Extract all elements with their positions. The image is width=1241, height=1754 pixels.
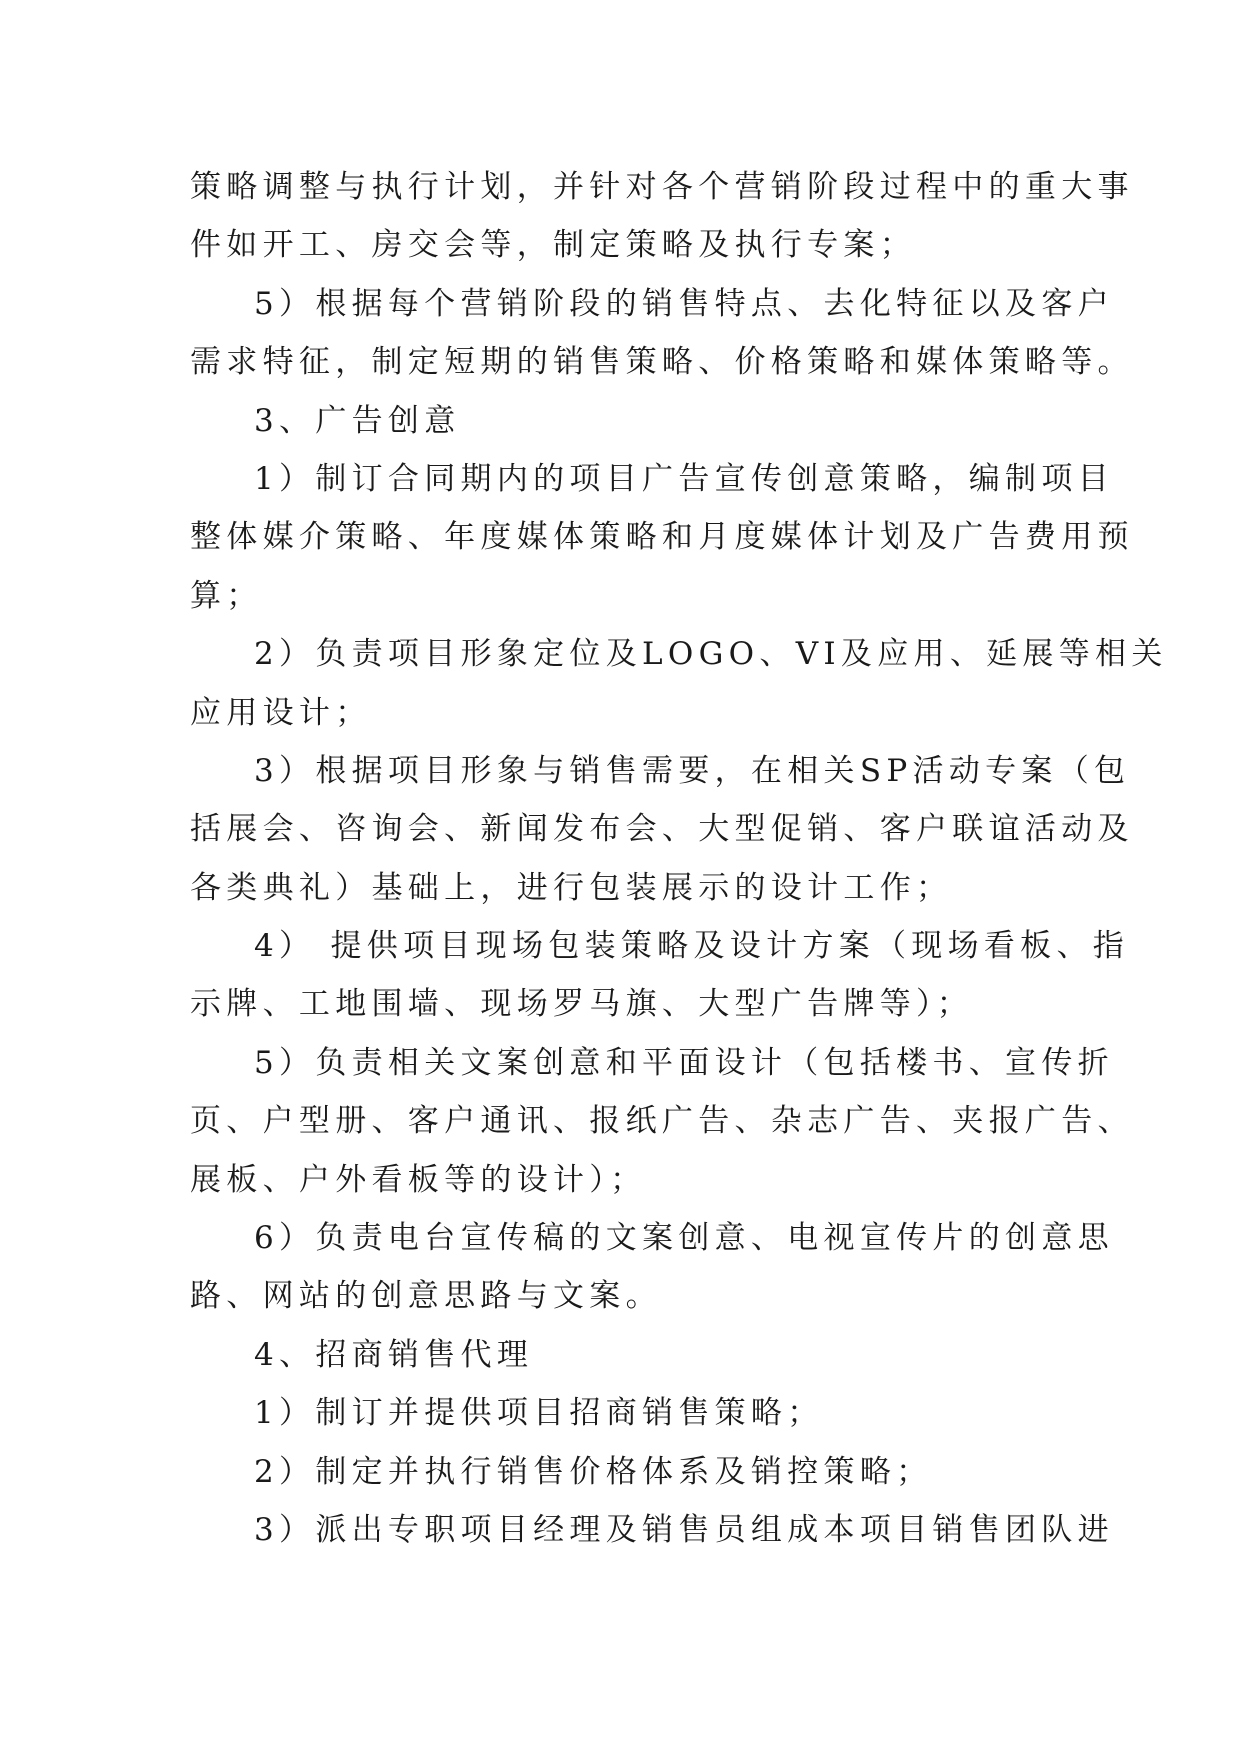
paragraph-line: 应用设计；	[190, 694, 372, 731]
section-heading: 3、广告创意	[254, 402, 461, 439]
document-body	[190, 158, 1168, 1559]
section-heading: 4、招商销售代理	[254, 1336, 534, 1373]
paragraph-line: 件如开工、房交会等，制定策略及执行专案；	[190, 227, 916, 264]
paragraph-line: 2）制定并执行销售价格体系及销控策略；	[254, 1453, 933, 1490]
paragraph-line: 3）根据项目形象与销售需要，在相关SP活动专案（包	[254, 752, 1131, 789]
paragraph-line: 4） 提供项目现场包装策略及设计方案（现场看板、指	[254, 928, 1130, 965]
paragraph-line: 需求特征，制定短期的销售策略、价格策略和媒体策略等。	[190, 344, 1134, 381]
paragraph-line: 整体媒介策略、年度媒体策略和月度媒体计划及广告费用预	[190, 519, 1134, 556]
paragraph-line: 各类典礼）基础上，进行包装展示的设计工作；	[190, 869, 953, 906]
paragraph-line: 示牌、工地围墙、现场罗马旗、大型广告牌等）；	[190, 986, 974, 1023]
paragraph-line: 展板、户外看板等的设计）；	[190, 1161, 647, 1198]
paragraph-line: 5）负责相关文案创意和平面设计（包括楼书、宣传折	[254, 1044, 1114, 1081]
paragraph-line: 策略调整与执行计划，并针对各个营销阶段过程中的重大事	[190, 169, 1134, 205]
paragraph-line: 5）根据每个营销阶段的销售特点、去化特征以及客户	[254, 285, 1114, 322]
paragraph-line: 算；	[190, 577, 263, 614]
paragraph-line: 括展会、咨询会、新闻发布会、大型促销、客户联谊活动及	[190, 811, 1134, 848]
paragraph-line: 路、网站的创意思路与文案。	[190, 1278, 662, 1315]
paragraph-line: 1）制订并提供项目招商销售策略；	[254, 1395, 824, 1432]
paragraph-line: 1）制订合同期内的项目广告宣传创意策略，编制项目	[254, 460, 1114, 497]
paragraph-line: 2）负责项目形象定位及LOGO、VI及应用、延展等相关	[254, 636, 1168, 673]
paragraph-line: 页、户型册、客户通讯、报纸广告、杂志广告、夹报广告、	[190, 1103, 1134, 1140]
paragraph-line: 3）派出专职项目经理及销售员组成本项目销售团队进	[254, 1511, 1114, 1548]
paragraph-line: 6）负责电台宣传稿的文案创意、电视宣传片的创意思	[254, 1220, 1114, 1257]
